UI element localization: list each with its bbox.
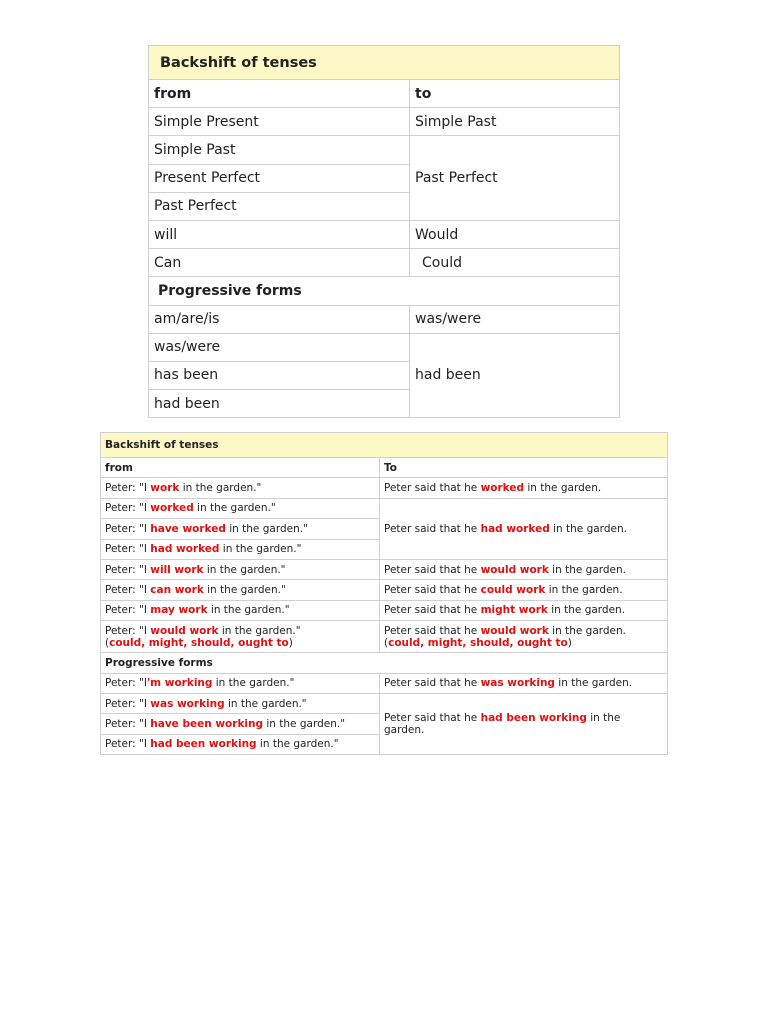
modal-note-open: ( xyxy=(384,636,389,649)
from-verb: have been working xyxy=(150,717,264,730)
from-prefix: Peter: "I xyxy=(105,482,151,495)
from-cell xyxy=(101,621,380,653)
from-cell: Can xyxy=(149,249,410,277)
table-row xyxy=(101,478,668,498)
from-verb: work xyxy=(150,482,180,495)
from-cell xyxy=(101,693,380,713)
table-row xyxy=(101,621,668,653)
to-cell xyxy=(380,600,668,620)
from-suffix: in the garden." xyxy=(212,677,295,690)
from-verb: was working xyxy=(150,697,225,710)
from-prefix: Peter: "I xyxy=(105,522,151,535)
from-prefix: Peter: "I xyxy=(105,697,151,710)
to-prefix: Peter said that he xyxy=(384,624,481,637)
from-prefix: Peter: "I xyxy=(105,738,151,751)
to-cell xyxy=(380,693,668,754)
table-row xyxy=(101,693,668,713)
from-cell: was/were xyxy=(149,333,410,361)
to-suffix: in the garden. xyxy=(548,624,627,637)
from-header: from xyxy=(101,458,380,478)
to-cell: was/were xyxy=(410,305,620,333)
from-cell xyxy=(101,559,380,579)
from-verb: had worked xyxy=(150,543,220,556)
from-verb: would work xyxy=(150,624,219,637)
table-row xyxy=(101,498,668,518)
to-cell: Could xyxy=(410,249,620,277)
table-row xyxy=(101,673,668,693)
to-verb: was working xyxy=(480,677,555,690)
to-prefix: Peter said that he xyxy=(384,711,481,724)
from-prefix: Peter: "I xyxy=(105,543,151,556)
table-row xyxy=(149,136,620,164)
from-suffix: in the garden." xyxy=(203,584,286,597)
from-cell xyxy=(101,714,380,734)
from-suffix: in the garden." xyxy=(225,522,308,535)
table-title: Backshift of tenses xyxy=(101,433,668,458)
from-cell: had been xyxy=(149,390,410,418)
to-verb: would work xyxy=(480,563,549,576)
from-prefix: Peter: "I xyxy=(105,584,151,597)
table-row xyxy=(101,559,668,579)
to-cell: Simple Past xyxy=(410,108,620,136)
from-suffix: in the garden." xyxy=(224,697,307,710)
to-cell xyxy=(380,673,668,693)
from-suffix: in the garden." xyxy=(218,624,301,637)
table-row xyxy=(149,220,620,248)
section-title: Progressive forms xyxy=(149,277,620,305)
to-verb: had been working xyxy=(480,711,587,724)
from-cell: am/are/is xyxy=(149,305,410,333)
from-cell xyxy=(101,673,380,693)
to-cell xyxy=(380,580,668,600)
to-verb: would work xyxy=(480,624,549,637)
backshift-table-examples xyxy=(100,432,668,755)
from-cell: has been xyxy=(149,361,410,389)
from-header: from xyxy=(149,80,410,108)
modal-note-close: ) xyxy=(288,636,293,649)
to-suffix: in the garden. xyxy=(545,584,623,597)
from-prefix: Peter: "I xyxy=(105,624,151,637)
modal-note-open: ( xyxy=(105,636,110,649)
to-cell xyxy=(380,621,668,653)
table-row xyxy=(149,333,620,361)
from-verb: will work xyxy=(150,563,204,576)
to-prefix: Peter said that he xyxy=(384,563,481,576)
to-suffix: in the garden. xyxy=(547,604,626,617)
to-suffix: in the garden. xyxy=(524,482,602,495)
to-verb: might work xyxy=(480,604,548,617)
to-suffix: in the garden. xyxy=(384,711,621,736)
from-suffix: in the garden." xyxy=(263,717,346,730)
from-verb: may work xyxy=(150,604,208,617)
section-title: Progressive forms xyxy=(101,653,668,673)
from-verb: can work xyxy=(150,584,204,597)
from-cell xyxy=(101,580,380,600)
table-row xyxy=(149,305,620,333)
table-row xyxy=(149,249,620,277)
from-verb: worked xyxy=(150,502,194,515)
from-suffix: in the garden." xyxy=(207,604,290,617)
modal-note-close: ) xyxy=(567,636,572,649)
to-prefix: Peter said that he xyxy=(384,677,481,690)
from-suffix: in the garden." xyxy=(256,738,339,751)
from-cell: Simple Present xyxy=(149,108,410,136)
from-prefix: Peter: "I xyxy=(105,717,151,730)
from-cell: Simple Past xyxy=(149,136,410,164)
from-suffix: in the garden." xyxy=(179,482,262,495)
from-prefix: Peter: "I xyxy=(105,502,151,515)
to-cell xyxy=(380,559,668,579)
from-cell: Past Perfect xyxy=(149,192,410,220)
from-verb: 'm working xyxy=(146,677,213,690)
from-verb: had been working xyxy=(150,738,257,751)
from-cell xyxy=(101,498,380,518)
to-cell xyxy=(380,478,668,498)
to-prefix: Peter said that he xyxy=(384,584,481,597)
modal-note: could, might, should, ought to xyxy=(109,636,289,649)
to-cell: had been xyxy=(410,333,620,418)
to-header: To xyxy=(380,458,668,478)
to-cell xyxy=(380,498,668,559)
to-suffix: in the garden. xyxy=(554,677,633,690)
to-verb: had worked xyxy=(480,522,550,535)
from-cell: will xyxy=(149,220,410,248)
from-cell xyxy=(101,539,380,559)
to-cell: Would xyxy=(410,220,620,248)
to-prefix: Peter said that he xyxy=(384,604,481,617)
from-cell xyxy=(101,519,380,539)
from-suffix: in the garden." xyxy=(219,543,302,556)
from-prefix: Peter: "I xyxy=(105,563,151,576)
backshift-table-simple xyxy=(148,45,620,418)
table-row xyxy=(101,600,668,620)
from-suffix: in the garden." xyxy=(193,502,276,515)
to-verb: could work xyxy=(480,584,546,597)
to-cell: Past Perfect xyxy=(410,136,620,221)
from-cell xyxy=(101,734,380,754)
to-suffix: in the garden. xyxy=(548,563,627,576)
from-prefix: Peter: "I xyxy=(105,677,147,690)
to-header: to xyxy=(410,80,620,108)
from-cell xyxy=(101,478,380,498)
from-prefix: Peter: "I xyxy=(105,604,151,617)
to-verb: worked xyxy=(480,482,525,495)
from-suffix: in the garden." xyxy=(203,563,286,576)
from-verb: have worked xyxy=(150,522,226,535)
from-cell xyxy=(101,600,380,620)
from-cell: Present Perfect xyxy=(149,164,410,192)
to-prefix: Peter said that he xyxy=(384,522,481,535)
modal-note: could, might, should, ought to xyxy=(388,636,568,649)
table-title: Backshift of tenses xyxy=(149,46,620,80)
table-row xyxy=(149,108,620,136)
to-suffix: in the garden. xyxy=(549,522,627,535)
table-row xyxy=(101,580,668,600)
to-prefix: Peter said that he xyxy=(384,482,481,495)
